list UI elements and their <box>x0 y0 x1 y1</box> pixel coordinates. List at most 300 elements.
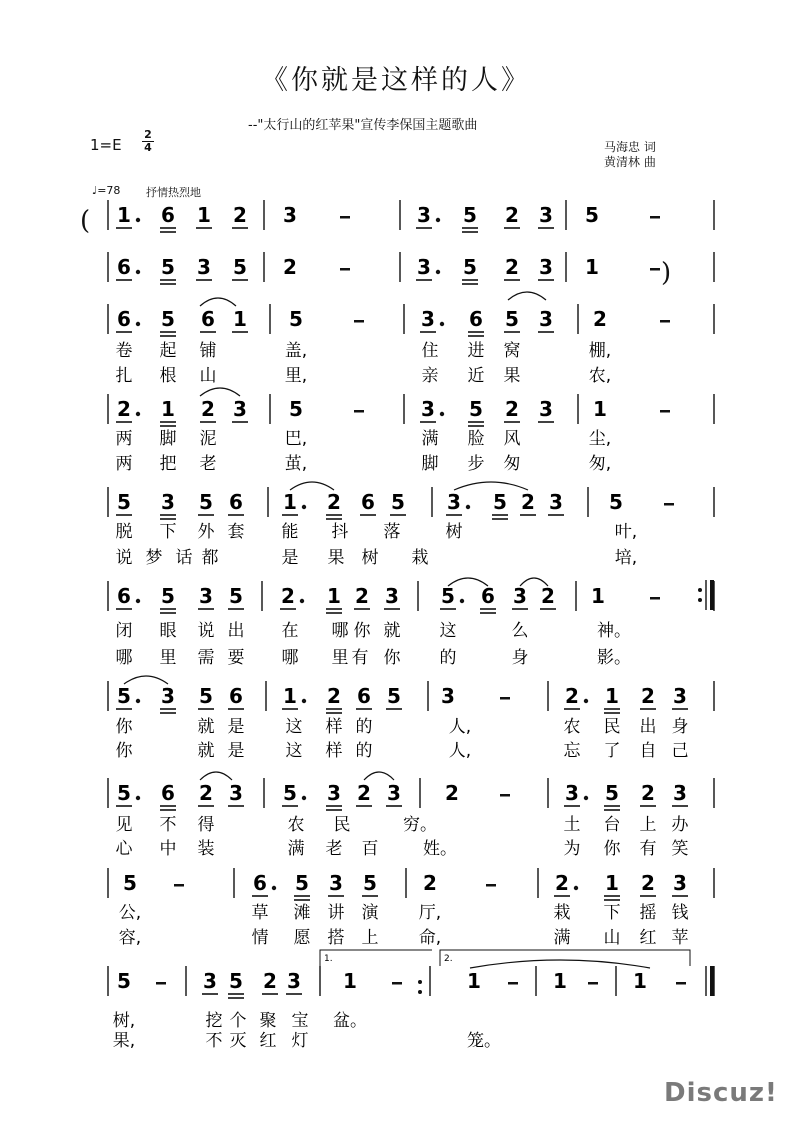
lyric-char: 需 <box>197 648 215 668</box>
note-digit: 2 <box>423 871 437 895</box>
note-digit: 5 <box>609 490 623 514</box>
lyric-char: 笑 <box>671 839 689 859</box>
lyric-char: 把 <box>159 454 177 474</box>
note-digit: 2 <box>233 203 247 227</box>
lyric-char: 为 <box>563 839 581 859</box>
lyric-char: 见 <box>115 815 133 835</box>
note-digit: 3 <box>161 490 175 514</box>
lyric-char: 盆。 <box>333 1011 367 1031</box>
lyric-char: 姓。 <box>423 839 457 859</box>
note-digit: 5 <box>585 203 599 227</box>
dash-sustain <box>660 320 670 323</box>
note-digit: 1 <box>117 203 131 227</box>
lyric-char: 卷 <box>115 341 133 361</box>
note-digit: 3 <box>539 255 553 279</box>
dotted-note <box>302 505 306 509</box>
note-digit: 2 <box>505 255 519 279</box>
dash-sustain <box>664 503 674 506</box>
lyric-char: 你 <box>115 741 133 761</box>
lyric-char: 果, <box>112 1031 136 1051</box>
lyric-char: 套 <box>227 522 245 542</box>
close-parenthesis: ) <box>661 258 672 288</box>
note-digit: 2 <box>327 490 341 514</box>
note-digit: 5 <box>117 684 131 708</box>
note-digit: 3 <box>283 203 297 227</box>
lyric-char: 盖, <box>284 341 308 361</box>
note-digit: 3 <box>203 969 217 993</box>
lyric-char: 得 <box>197 815 215 835</box>
note-digit: 6 <box>161 203 175 227</box>
dash-sustain <box>676 982 686 985</box>
lyric-char: 摇 <box>639 903 657 923</box>
lyric-char: 尘, <box>588 429 612 449</box>
lyric-char: 在 <box>281 621 299 641</box>
lyric-char: 有 <box>639 839 657 859</box>
note-digit: 3 <box>287 969 301 993</box>
lyric-char: 要 <box>227 648 245 668</box>
lyric-char: 栽 <box>553 903 571 923</box>
lyric-char: 身 <box>671 717 689 737</box>
volta-label-first: 1. <box>324 954 333 964</box>
lyric-char: 样 <box>325 717 343 737</box>
dotted-note <box>300 599 304 603</box>
note-digit: 5 <box>199 684 213 708</box>
note-digit: 2 <box>505 397 519 421</box>
note-digit: 3 <box>441 684 455 708</box>
dash-sustain <box>650 268 660 271</box>
dash-sustain <box>354 410 364 413</box>
dash-sustain <box>156 982 166 985</box>
lyric-char: 你 <box>603 839 621 859</box>
watermark-logo: Discuz! <box>664 1078 778 1108</box>
lyric-char: 就 <box>197 741 215 761</box>
note-digit: 3 <box>673 684 687 708</box>
time-signature-top: 2 <box>144 128 152 141</box>
lyric-char: 果 <box>327 548 345 568</box>
lyric-char: 脸 <box>467 429 485 449</box>
lyric-char: 窝 <box>503 341 521 361</box>
note-digit: 5 <box>463 255 477 279</box>
lyric-char: 满 <box>287 839 305 859</box>
lyric-char: 穷。 <box>403 815 437 835</box>
lyric-char: 山 <box>603 928 621 948</box>
note-digit: 6 <box>229 490 243 514</box>
note-digit: 6 <box>201 307 215 331</box>
note-digit: 1 <box>327 584 341 608</box>
lyric-char: 农, <box>588 366 612 386</box>
note-digit: 5 <box>493 490 507 514</box>
lyric-char: 这 <box>285 741 303 761</box>
lyric-char: 树 <box>361 548 379 568</box>
note-digit: 1 <box>283 490 297 514</box>
tempo-marking: ♩=78 <box>92 184 121 197</box>
note-digit: 2 <box>283 255 297 279</box>
repeat-dot <box>698 598 702 602</box>
note-digit: 5 <box>161 255 175 279</box>
note-digit: 5 <box>295 871 309 895</box>
lyric-char: 民 <box>333 815 351 835</box>
lyric-char: 叶, <box>614 522 638 542</box>
note-digit: 1 <box>633 969 647 993</box>
note-digit: 5 <box>229 969 243 993</box>
note-digit: 2 <box>593 307 607 331</box>
lyric-char: 栽 <box>411 548 429 568</box>
note-digit: 2 <box>357 781 371 805</box>
dash-sustain <box>354 320 364 323</box>
lyric-char: 容, <box>118 928 142 948</box>
note-digit: 5 <box>289 307 303 331</box>
note-digit: 3 <box>421 397 435 421</box>
note-digit: 6 <box>117 255 131 279</box>
lyric-char: 培, <box>614 548 638 568</box>
lyric-char: 装 <box>197 839 215 859</box>
lyric-char: 下 <box>603 903 621 923</box>
dash-sustain <box>500 697 510 700</box>
note-digit: 2 <box>355 584 369 608</box>
note-digit: 5 <box>117 969 131 993</box>
note-digit: 1 <box>467 969 481 993</box>
slur-arc <box>290 482 334 490</box>
lyric-char: 中 <box>159 839 177 859</box>
lyric-char: 里 <box>159 648 177 668</box>
dotted-note <box>136 218 140 222</box>
note-digit: 5 <box>605 781 619 805</box>
note-digit: 3 <box>417 203 431 227</box>
lyric-char: 聚 <box>259 1011 277 1031</box>
lyric-char: 根 <box>159 366 177 386</box>
dash-sustain <box>500 794 510 797</box>
slur-arc <box>470 960 650 968</box>
lyric-char: 上 <box>639 815 657 835</box>
lyric-char: 起 <box>159 341 177 361</box>
lyric-char: 命, <box>418 928 442 948</box>
volta-label-second: 2. <box>444 954 453 964</box>
lyric-char: 农 <box>287 815 305 835</box>
lyric-char: 情 <box>251 928 269 948</box>
lyric-char: 里 <box>331 648 349 668</box>
dash-sustain <box>486 884 496 887</box>
lyric-char: 铺 <box>199 341 217 361</box>
lyric-char: 泥 <box>199 429 217 449</box>
note-digit: 2 <box>263 969 277 993</box>
lyric-char: 话 <box>175 548 193 568</box>
lyric-char: 扎 <box>115 366 133 386</box>
lyric-char: 钱 <box>671 903 689 923</box>
lyric-char: 果 <box>503 366 521 386</box>
volta-bracket-second <box>440 950 690 966</box>
time-signature-bottom: 4 <box>142 141 154 154</box>
dash-sustain <box>392 982 402 985</box>
lyric-char: 灯 <box>291 1031 309 1051</box>
lyric-char: 这 <box>439 621 457 641</box>
note-digit: 3 <box>447 490 461 514</box>
lyric-char: 土 <box>563 815 581 835</box>
lyric-char: 匆 <box>503 454 521 474</box>
dash-sustain <box>508 982 518 985</box>
lyric-char: 树, <box>112 1011 136 1031</box>
lyric-char: 演 <box>361 903 379 923</box>
dotted-note <box>460 599 464 603</box>
lyric-char: 不 <box>205 1031 223 1051</box>
note-digit: 3 <box>329 871 343 895</box>
note-digit: 1 <box>585 255 599 279</box>
note-digit: 1 <box>161 397 175 421</box>
lyric-char: 神。 <box>597 621 631 641</box>
slur-arc <box>364 772 394 780</box>
note-digit: 5 <box>289 397 303 421</box>
note-digit: 3 <box>565 781 579 805</box>
dotted-note <box>302 699 306 703</box>
note-digit: 1 <box>197 203 211 227</box>
dotted-note <box>136 796 140 800</box>
dash-sustain <box>650 216 660 219</box>
expression-marking: 抒情热烈地 <box>146 186 201 199</box>
note-digit: 5 <box>161 307 175 331</box>
lyric-char: 就 <box>383 621 401 641</box>
note-digit: 2 <box>281 584 295 608</box>
note-digit: 6 <box>357 684 371 708</box>
lyric-char: 里, <box>284 366 308 386</box>
lyric-char: 人, <box>448 717 472 737</box>
note-digit: 3 <box>229 781 243 805</box>
song-title: 《你就是这样的人》 <box>261 65 531 96</box>
lyric-char: 灭 <box>229 1031 247 1051</box>
slur-arc <box>200 388 240 396</box>
note-digit: 5 <box>469 397 483 421</box>
lyric-char: 这 <box>285 717 303 737</box>
note-digit: 2 <box>327 684 341 708</box>
repeat-dot <box>418 980 422 984</box>
lyric-char: 苹 <box>671 928 689 948</box>
lyric-char: 草 <box>251 903 269 923</box>
lyric-char: 两 <box>115 429 133 449</box>
note-digit: 1 <box>233 307 247 331</box>
dash-sustain <box>174 884 184 887</box>
note-digit: 2 <box>505 203 519 227</box>
lyric-char: 影。 <box>597 648 631 668</box>
lyric-char: 茧, <box>284 454 308 474</box>
composer-credit: 黄清林 曲 <box>604 155 656 169</box>
dotted-note <box>584 699 588 703</box>
lyric-char: 了 <box>603 741 621 761</box>
repeat-dot <box>698 588 702 592</box>
note-digit: 5 <box>233 255 247 279</box>
lyric-char: 是 <box>227 741 245 761</box>
lyric-char: 满 <box>553 928 571 948</box>
dash-sustain <box>588 982 598 985</box>
lyric-char: 抖 <box>331 522 349 542</box>
note-digit: 2 <box>641 684 655 708</box>
note-digit: 3 <box>327 781 341 805</box>
key-signature: 1=E <box>90 136 122 154</box>
lyric-char: 脱 <box>115 522 133 542</box>
dash-sustain <box>340 216 350 219</box>
note-digit: 1 <box>591 584 605 608</box>
lyric-char: 民 <box>603 717 621 737</box>
note-digit: 2 <box>641 781 655 805</box>
lyric-char: 笼。 <box>467 1031 501 1051</box>
dotted-note <box>136 322 140 326</box>
note-digit: 5 <box>363 871 377 895</box>
dotted-note <box>440 412 444 416</box>
lyric-char: 哪 <box>115 648 133 668</box>
note-digit: 6 <box>161 781 175 805</box>
note-digit: 3 <box>513 584 527 608</box>
dotted-note <box>466 505 470 509</box>
note-digit: 3 <box>539 307 553 331</box>
lyric-char: 公, <box>118 903 142 923</box>
lyric-char: 就 <box>197 717 215 737</box>
note-digit: 3 <box>673 871 687 895</box>
lyric-char: 树 <box>445 522 463 542</box>
lyric-char: 棚, <box>588 341 612 361</box>
note-digit: 2 <box>521 490 535 514</box>
lyric-char: 红 <box>639 928 657 948</box>
note-digit: 5 <box>229 584 243 608</box>
lyric-char: 讲 <box>327 903 345 923</box>
note-digit: 1 <box>553 969 567 993</box>
lyric-char: 巴, <box>284 429 308 449</box>
lyric-char: 步 <box>467 454 485 474</box>
lyric-char: 老 <box>199 454 217 474</box>
lyric-char: 落 <box>383 522 401 542</box>
lyric-char: 农 <box>563 717 581 737</box>
lyric-char: 外 <box>197 522 215 542</box>
lyric-char: 山 <box>199 366 217 386</box>
note-digit: 6 <box>361 490 375 514</box>
note-digit: 1 <box>343 969 357 993</box>
lyric-char: 是 <box>227 717 245 737</box>
lyric-char: 滩 <box>293 903 311 923</box>
note-digit: 6 <box>481 584 495 608</box>
note-digit: 5 <box>117 490 131 514</box>
note-digit: 2 <box>555 871 569 895</box>
lyric-char: 你 <box>353 621 371 641</box>
lyric-char: 自 <box>639 741 657 761</box>
note-digit: 3 <box>539 203 553 227</box>
note-digit: 3 <box>421 307 435 331</box>
note-digit: 3 <box>387 781 401 805</box>
lyric-char: 身 <box>511 648 529 668</box>
lyric-char: 忘 <box>563 741 581 761</box>
lyric-char: 出 <box>639 717 657 737</box>
note-digit: 5 <box>391 490 405 514</box>
note-digit: 3 <box>197 255 211 279</box>
song-subtitle: --"太行山的红苹果"宣传李保国主题歌曲 <box>248 118 478 133</box>
note-digit: 5 <box>387 684 401 708</box>
note-digit: 3 <box>673 781 687 805</box>
dotted-note <box>136 599 140 603</box>
lyric-char: 哪 <box>331 621 349 641</box>
open-parenthesis: ( <box>80 206 91 236</box>
dotted-note <box>272 886 276 890</box>
dash-sustain <box>340 268 350 271</box>
lyric-char: 亲 <box>421 366 439 386</box>
lyric-char: 的 <box>355 741 373 761</box>
lyric-char: 红 <box>259 1031 277 1051</box>
note-digit: 6 <box>253 871 267 895</box>
note-digit: 6 <box>229 684 243 708</box>
dotted-note <box>584 796 588 800</box>
lyric-char: 近 <box>467 366 485 386</box>
dotted-note <box>136 270 140 274</box>
dotted-note <box>436 270 440 274</box>
note-digit: 2 <box>541 584 555 608</box>
lyric-char: 都 <box>201 548 219 568</box>
note-digit: 2 <box>641 871 655 895</box>
slur-arc <box>200 298 236 306</box>
lyric-char: 闭 <box>115 621 133 641</box>
lyric-char: 眼 <box>159 621 177 641</box>
note-digit: 5 <box>199 490 213 514</box>
lyric-char: 的 <box>355 717 373 737</box>
dotted-note <box>436 218 440 222</box>
note-digit: 6 <box>469 307 483 331</box>
lyric-char: 梦 <box>145 548 163 568</box>
note-digit: 3 <box>417 255 431 279</box>
volta-bracket-first <box>320 950 432 966</box>
lyric-char: 能 <box>281 522 299 542</box>
lyric-char: 有 <box>351 648 369 668</box>
note-digit: 5 <box>441 584 455 608</box>
note-digit: 1 <box>283 684 297 708</box>
lyric-char: 下 <box>159 522 177 542</box>
note-digit: 2 <box>117 397 131 421</box>
repeat-dot <box>418 990 422 994</box>
dotted-note <box>136 412 140 416</box>
note-digit: 6 <box>117 307 131 331</box>
lyric-char: 个 <box>229 1011 247 1031</box>
lyric-char: 说 <box>197 621 215 641</box>
note-digit: 5 <box>463 203 477 227</box>
note-digit: 3 <box>233 397 247 421</box>
lyric-char: 住 <box>421 341 439 361</box>
lyric-char: 愿 <box>293 928 311 948</box>
lyric-char: 人, <box>448 741 472 761</box>
lyric-char: 样 <box>325 741 343 761</box>
note-digit: 3 <box>385 584 399 608</box>
lyric-char: 两 <box>115 454 133 474</box>
note-digit: 3 <box>199 584 213 608</box>
slur-arc <box>454 482 528 490</box>
lyric-char: 搭 <box>327 928 345 948</box>
note-digit: 2 <box>201 397 215 421</box>
note-digit: 5 <box>161 584 175 608</box>
lyric-char: 是 <box>281 548 299 568</box>
lyric-char: 台 <box>603 815 621 835</box>
lyric-char: 么 <box>511 621 529 641</box>
note-digit: 5 <box>283 781 297 805</box>
lyric-char: 说 <box>115 548 133 568</box>
lyric-char: 你 <box>115 717 133 737</box>
note-digit: 1 <box>593 397 607 421</box>
lyric-char: 哪 <box>281 648 299 668</box>
lyric-char: 满 <box>421 429 439 449</box>
lyric-char: 厅, <box>418 903 442 923</box>
lyric-char: 上 <box>361 928 379 948</box>
note-digit: 2 <box>199 781 213 805</box>
lyric-char: 心 <box>115 839 133 859</box>
lyric-char: 不 <box>159 815 177 835</box>
lyric-char: 百 <box>361 839 379 859</box>
dotted-note <box>574 886 578 890</box>
slur-arc <box>124 676 168 684</box>
note-digit: 1 <box>605 684 619 708</box>
note-digit: 3 <box>549 490 563 514</box>
lyric-char: 的 <box>439 648 457 668</box>
note-digit: 5 <box>117 781 131 805</box>
lyric-char: 脚 <box>159 429 177 449</box>
